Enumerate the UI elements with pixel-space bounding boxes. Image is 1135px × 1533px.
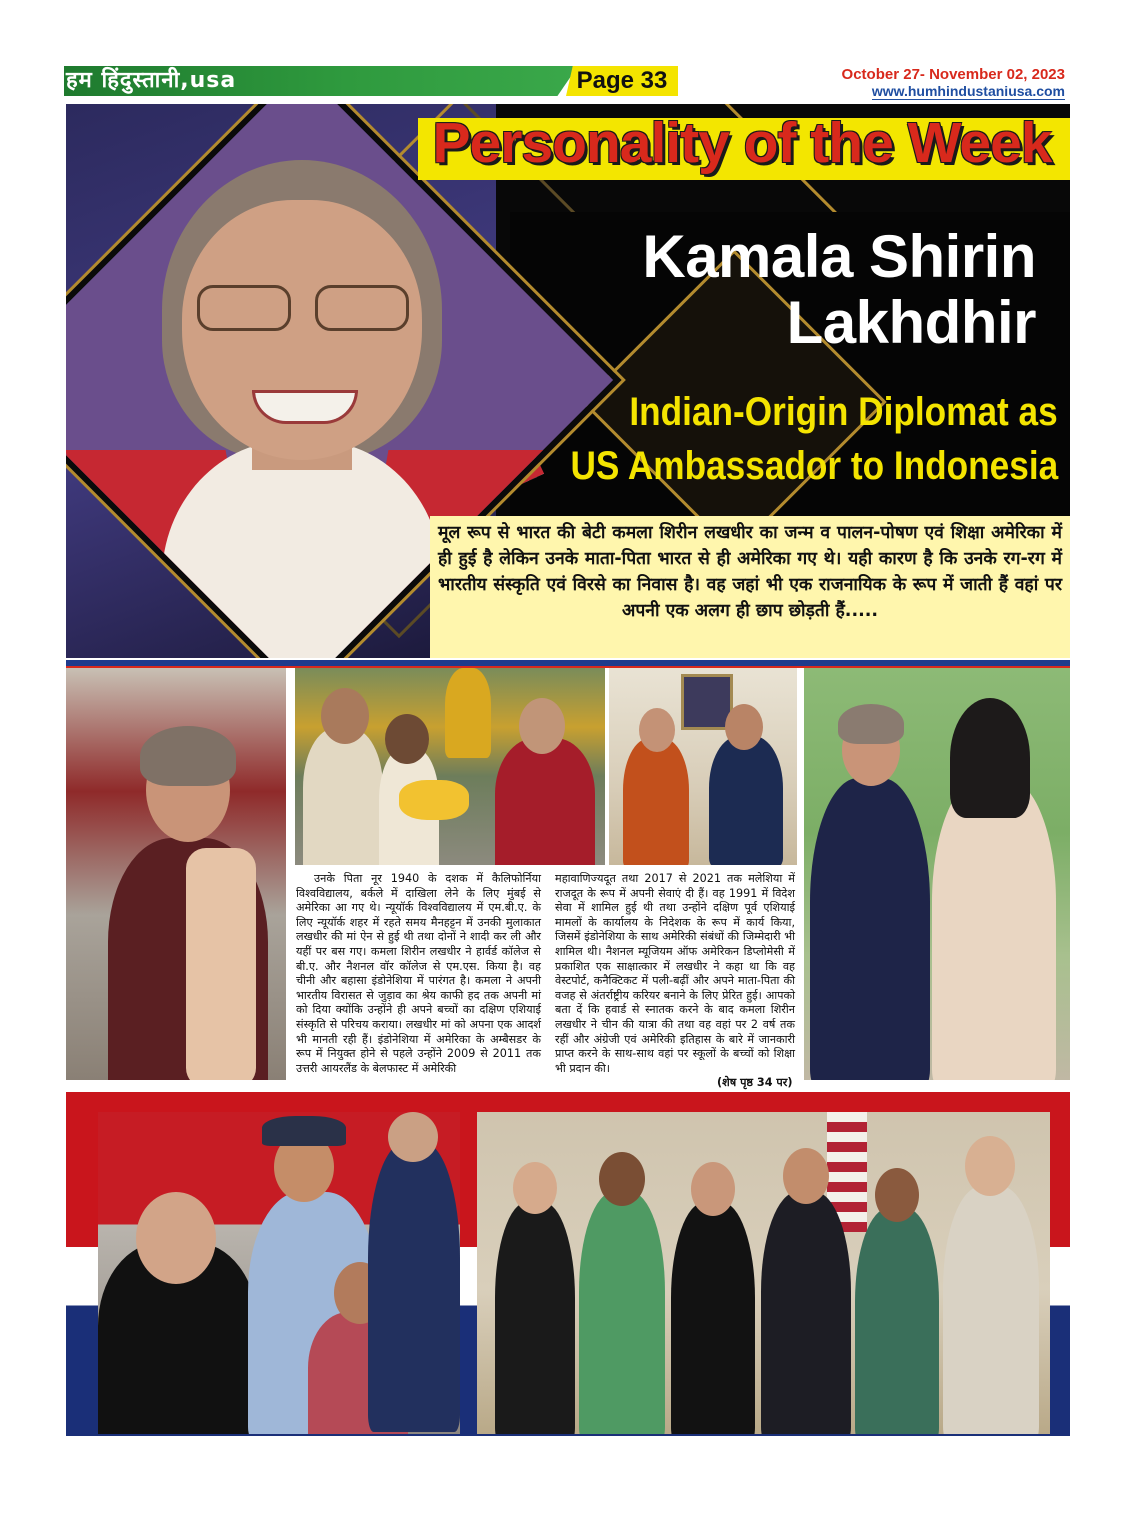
photo-two-women [804, 668, 1070, 1080]
headline-line2: US Ambassador to Indonesia [570, 444, 1058, 488]
hero-section [66, 104, 1070, 658]
photo-group-six [477, 1112, 1050, 1434]
article-column-right: महावाणिज्यदूत तथा 2017 से 2021 तक मलेशिया में राजदूत के रूप में अपनी सेवाएं दी हैं। वह 1991 में विदेश सेवा में शामिल हुई थी तथा उन्होंने दक्षिण पूर्व एशियाई मामलों के कार्यालय के निदेशक के रूप में कार्य किया, जिसमें इंडोनेशिया के साथ अमेरिकी संबंधों की जिम्मेदारी भी शामिल थी। नैशनल म्यूजियम ऑफ अमेरिकन डिप्लोमेसी में प्रकाशित एक साक्षात्कार में लखधीर ने कहा था कि वह वेस्टपोर्ट, कनैक्टिकट में पली-बढ़ीं और अपने माता-पिता की वजह से अंतर्राष्ट्रीय करियर बनाने के लिए प्रेरित हुई। आपको बता दें कि हवार्ड से स्नातक करने के बाद कमला शिरीन लखधीर ने चीन की यात्रा की तथा वह वहां पर 2 वर्ष तक रहीं और अंग्रेजी एवं अमेरिकी इतिहास के बारे में जानकारी प्राप्त करने के साथ-साथ वहां पर स्कूलों के बच्चों को शिक्षा भी प्रदान की। [555, 872, 795, 1075]
photo-airport-greeting [98, 1112, 460, 1434]
headline-line1: Indian-Origin Diplomat as [629, 390, 1058, 434]
person-name-line2: Lakhdhir [786, 289, 1036, 356]
photo-handshake [609, 668, 797, 865]
person-name-line1: Kamala Shirin [642, 223, 1036, 290]
website-link[interactable]: www.humhindustaniusa.com [871, 83, 1065, 99]
masthead-title: हम हिंदुस्तानी,usa [66, 68, 237, 93]
section-title: Personality of the Week [432, 111, 1052, 175]
photo-temple-garland [295, 668, 605, 865]
page-number: Page 33 [576, 67, 668, 94]
issue-date: October 27- November 02, 2023 [841, 66, 1065, 83]
article-column-left: उनके पिता नूर 1940 के दशक में कैलिफोर्निया विश्वविद्यालय, बर्कले में दाखिला लेने के लिए मुंबई से अमेरिका आ गए थे। न्यूयॉर्क विश्वविद्यालय में एम.बी.ए. के लिए न्यूयॉर्क शहर में रहते समय मैनहट्टन में उनकी मुलाकात लखधीर की मां ऐन से हुई थी तथा दोनों ने शादी कर ली और यहीं पर बस गए। कमला शिरीन लखधीर ने हार्वर्ड कॉलेज से बी.ए. और नैशनल वॉर कॉलेज से एम.एस. किया है। वह चीनी और बहासा इंडोनेशिया में पारंगत है। कमला ने अपनी भारतीय विरासत से जुड़ाव का श्रेय काफी हद तक अपनी मां को दिया क्योंकि उन्होंने ही अपने बच्चों का दक्षिण एशियाई संस्कृति से परिचय कराया। लखधीर मां को अपना एक आदर्श भी मानती रही हैं। इंडोनेशिया में अमेरिका के अम्बैसडर के रूप में नियुक्त होने से पहले उन्होंने 2009 से 2011 तक उत्तरी आयरलैंड के बेलफास्ट में अमेरिकी [296, 872, 541, 1075]
tagline-text: मूल रूप से भारत की बेटी कमला शिरीन लखधीर का जन्म व पालन-पोषण एवं शिक्षा अमेरिका में ही हुई है लेकिन उनके माता-पिता भारत से ही अमेरिका गए थे। यही कारण है कि उनके रग-रग में भारतीय संस्कृति एवं विरसे का निवास है। वह जहां भी एक राजनायिक के रूप में जाती हैं वहां पर अपनी एक अलग ही छाप छोड़ती हैं..... [438, 523, 1062, 621]
photo-smiling-woman-maroon [66, 668, 286, 1080]
continued-note: (शेष पृष्ठ 34 पर) [717, 1076, 793, 1089]
